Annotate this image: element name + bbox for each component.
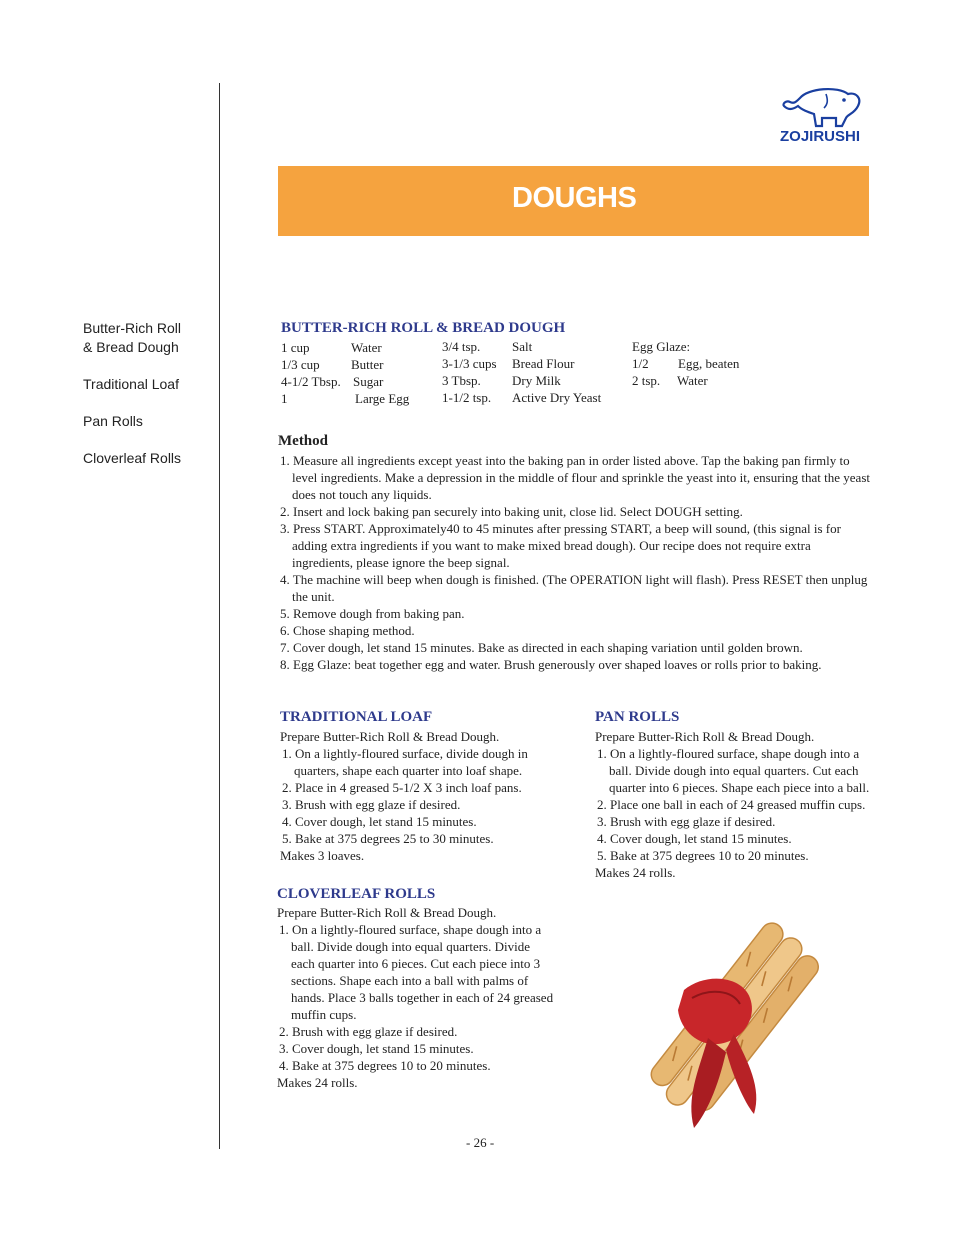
ingredient-row: 1 Large Egg	[281, 391, 410, 406]
recipe-intro: Prepare Butter-Rich Roll & Bread Dough.	[277, 905, 497, 920]
pan-rolls-title: PAN ROLLS	[595, 709, 680, 725]
recipe-title: BUTTER-RICH ROLL & BREAD DOUGH	[281, 320, 566, 336]
method-step: 5. Remove dough from baking pan.	[280, 606, 465, 621]
ingredients-col-2	[442, 338, 601, 406]
egg-glaze-ingredients	[632, 338, 739, 389]
recipe-step: 1. On a lightly-floured surface, shape dough into a ball. Divide dough into equal quarters. Cut each quarter into 6 pieces. Shape each piece into a ball.	[597, 746, 870, 795]
cloverleaf-rolls-body	[277, 904, 555, 1091]
ingredient-row: 1/3 cup Butter	[281, 357, 384, 372]
ingredient-row: 1/2 Egg, beaten	[632, 356, 740, 371]
traditional-loaf-title: TRADITIONAL LOAF	[280, 709, 433, 725]
method-title: Method	[278, 433, 328, 449]
recipe-step: 2. Place one ball in each of 24 greased muffin cups.	[597, 797, 866, 812]
recipe-step: 5. Bake at 375 degrees 10 to 20 minutes.	[597, 848, 809, 863]
method-step: 6. Chose shaping method.	[280, 623, 415, 638]
sidebar-item-label: Butter-Rich Roll	[83, 320, 182, 336]
ingredient-row: 1 cup Water	[281, 340, 382, 355]
section-banner	[278, 166, 869, 236]
recipe-step: 2. Brush with egg glaze if desired.	[279, 1024, 458, 1039]
sidebar-item-traditional-loaf[interactable]	[83, 375, 179, 394]
sidebar-item-label: Pan Rolls	[83, 413, 143, 429]
method-step: 1. Measure all ingredients except yeast into the baking pan in order listed above. Tap the baking pan firmly to level ingredients. Make a depression in the middle of flour and sprinkle the yeast into it, ensuring that the yeast does not touch any liquids.	[280, 453, 870, 502]
cloverleaf-rolls-steps	[277, 921, 555, 1074]
pan-rolls-steps	[595, 745, 871, 864]
ingredient-row: 3/4 tsp. Salt	[442, 339, 533, 354]
ingredient-row: 3 Tbsp. Dry Milk	[442, 373, 561, 388]
bread-sticks-image	[622, 902, 840, 1136]
elephant-icon	[778, 84, 870, 128]
recipe-step: 3. Brush with egg glaze if desired.	[597, 814, 776, 829]
cloverleaf-rolls-title: CLOVERLEAF ROLLS	[277, 886, 436, 902]
recipe-yield: Makes 24 rolls.	[595, 865, 676, 880]
method-step: 4. The machine will beep when dough is finished. (The OPERATION light will flash). Press RESET then unplug the unit.	[280, 572, 868, 604]
sidebar-item-butter-rich[interactable]	[83, 319, 181, 357]
page-number: - 26 -	[466, 1135, 495, 1150]
sidebar-item-label: & Bread Dough	[83, 339, 179, 355]
recipe-step: 5. Bake at 375 degrees 25 to 30 minutes.	[282, 831, 494, 846]
method-list	[278, 452, 872, 673]
brand-wordmark: ZOJIRUSHI	[780, 128, 861, 145]
recipe-intro: Prepare Butter-Rich Roll & Bread Dough.	[595, 729, 815, 744]
method-step: 3. Press START. Approximately40 to 45 minutes after pressing START, a beep will sound, (this signal is for adding extra ingredients if you want to make mixed bread dough). Our recipe does not require extra ingredients, please ignore the beep signal.	[280, 521, 841, 570]
recipe-yield: Makes 24 rolls.	[277, 1075, 358, 1090]
ingredients-col-1	[281, 339, 409, 407]
recipe-step: 3. Brush with egg glaze if desired.	[282, 797, 461, 812]
zojirushi-logo	[778, 84, 870, 150]
recipe-intro: Prepare Butter-Rich Roll & Bread Dough.	[280, 729, 500, 744]
pan-rolls-body	[595, 728, 871, 881]
recipe-step: 4. Cover dough, let stand 15 minutes.	[597, 831, 792, 846]
traditional-loaf-steps	[280, 745, 552, 847]
traditional-loaf-body	[280, 728, 552, 864]
egg-glaze-title: Egg Glaze:	[632, 339, 691, 354]
ingredient-row: 4-1/2 Tbsp. Sugar	[281, 374, 384, 389]
page-title: DOUGHS	[512, 182, 637, 214]
sidebar-item-pan-rolls[interactable]	[83, 412, 143, 431]
method-step: 2. Insert and lock baking pan securely into baking unit, close lid. Select DOUGH setting.	[280, 504, 743, 519]
recipe-step: 3. Cover dough, let stand 15 minutes.	[279, 1041, 474, 1056]
recipe-step: 4. Cover dough, let stand 15 minutes.	[282, 814, 477, 829]
method-step: 7. Cover dough, let stand 15 minutes. Bake as directed in each shaping variation until golden brown.	[280, 640, 803, 655]
recipe-yield: Makes 3 loaves.	[280, 848, 365, 863]
recipe-step: 2. Place in 4 greased 5-1/2 X 3 inch loaf pans.	[282, 780, 522, 795]
ingredient-row: 2 tsp. Water	[632, 373, 708, 388]
sidebar-divider	[219, 83, 220, 1149]
recipe-step: 4. Bake at 375 degrees 10 to 20 minutes.	[279, 1058, 491, 1073]
method-step: 8. Egg Glaze: beat together egg and water. Brush generously over shaped loaves or rolls prior to baking.	[280, 657, 822, 672]
sidebar-item-cloverleaf-rolls[interactable]	[83, 449, 181, 468]
recipe-step: 1. On a lightly-floured surface, shape dough into a ball. Divide dough into equal quarters. Divide each quarter into 6 pieces. Cut each piece into 3 sections. Shape each into a ball with palms of hands. Place 3 balls together in each of 24 greased muffin cups.	[279, 922, 554, 1022]
sidebar-item-label: Traditional Loaf	[83, 376, 179, 392]
ingredient-row: 3-1/3 cups Bread Flour	[442, 356, 575, 371]
recipe-step: 1. On a lightly-floured surface, divide dough in quarters, shape each quarter into loaf shape.	[282, 746, 528, 778]
sidebar-item-label: Cloverleaf Rolls	[83, 450, 182, 466]
ingredient-row: 1-1/2 tsp. Active Dry Yeast	[442, 390, 602, 405]
